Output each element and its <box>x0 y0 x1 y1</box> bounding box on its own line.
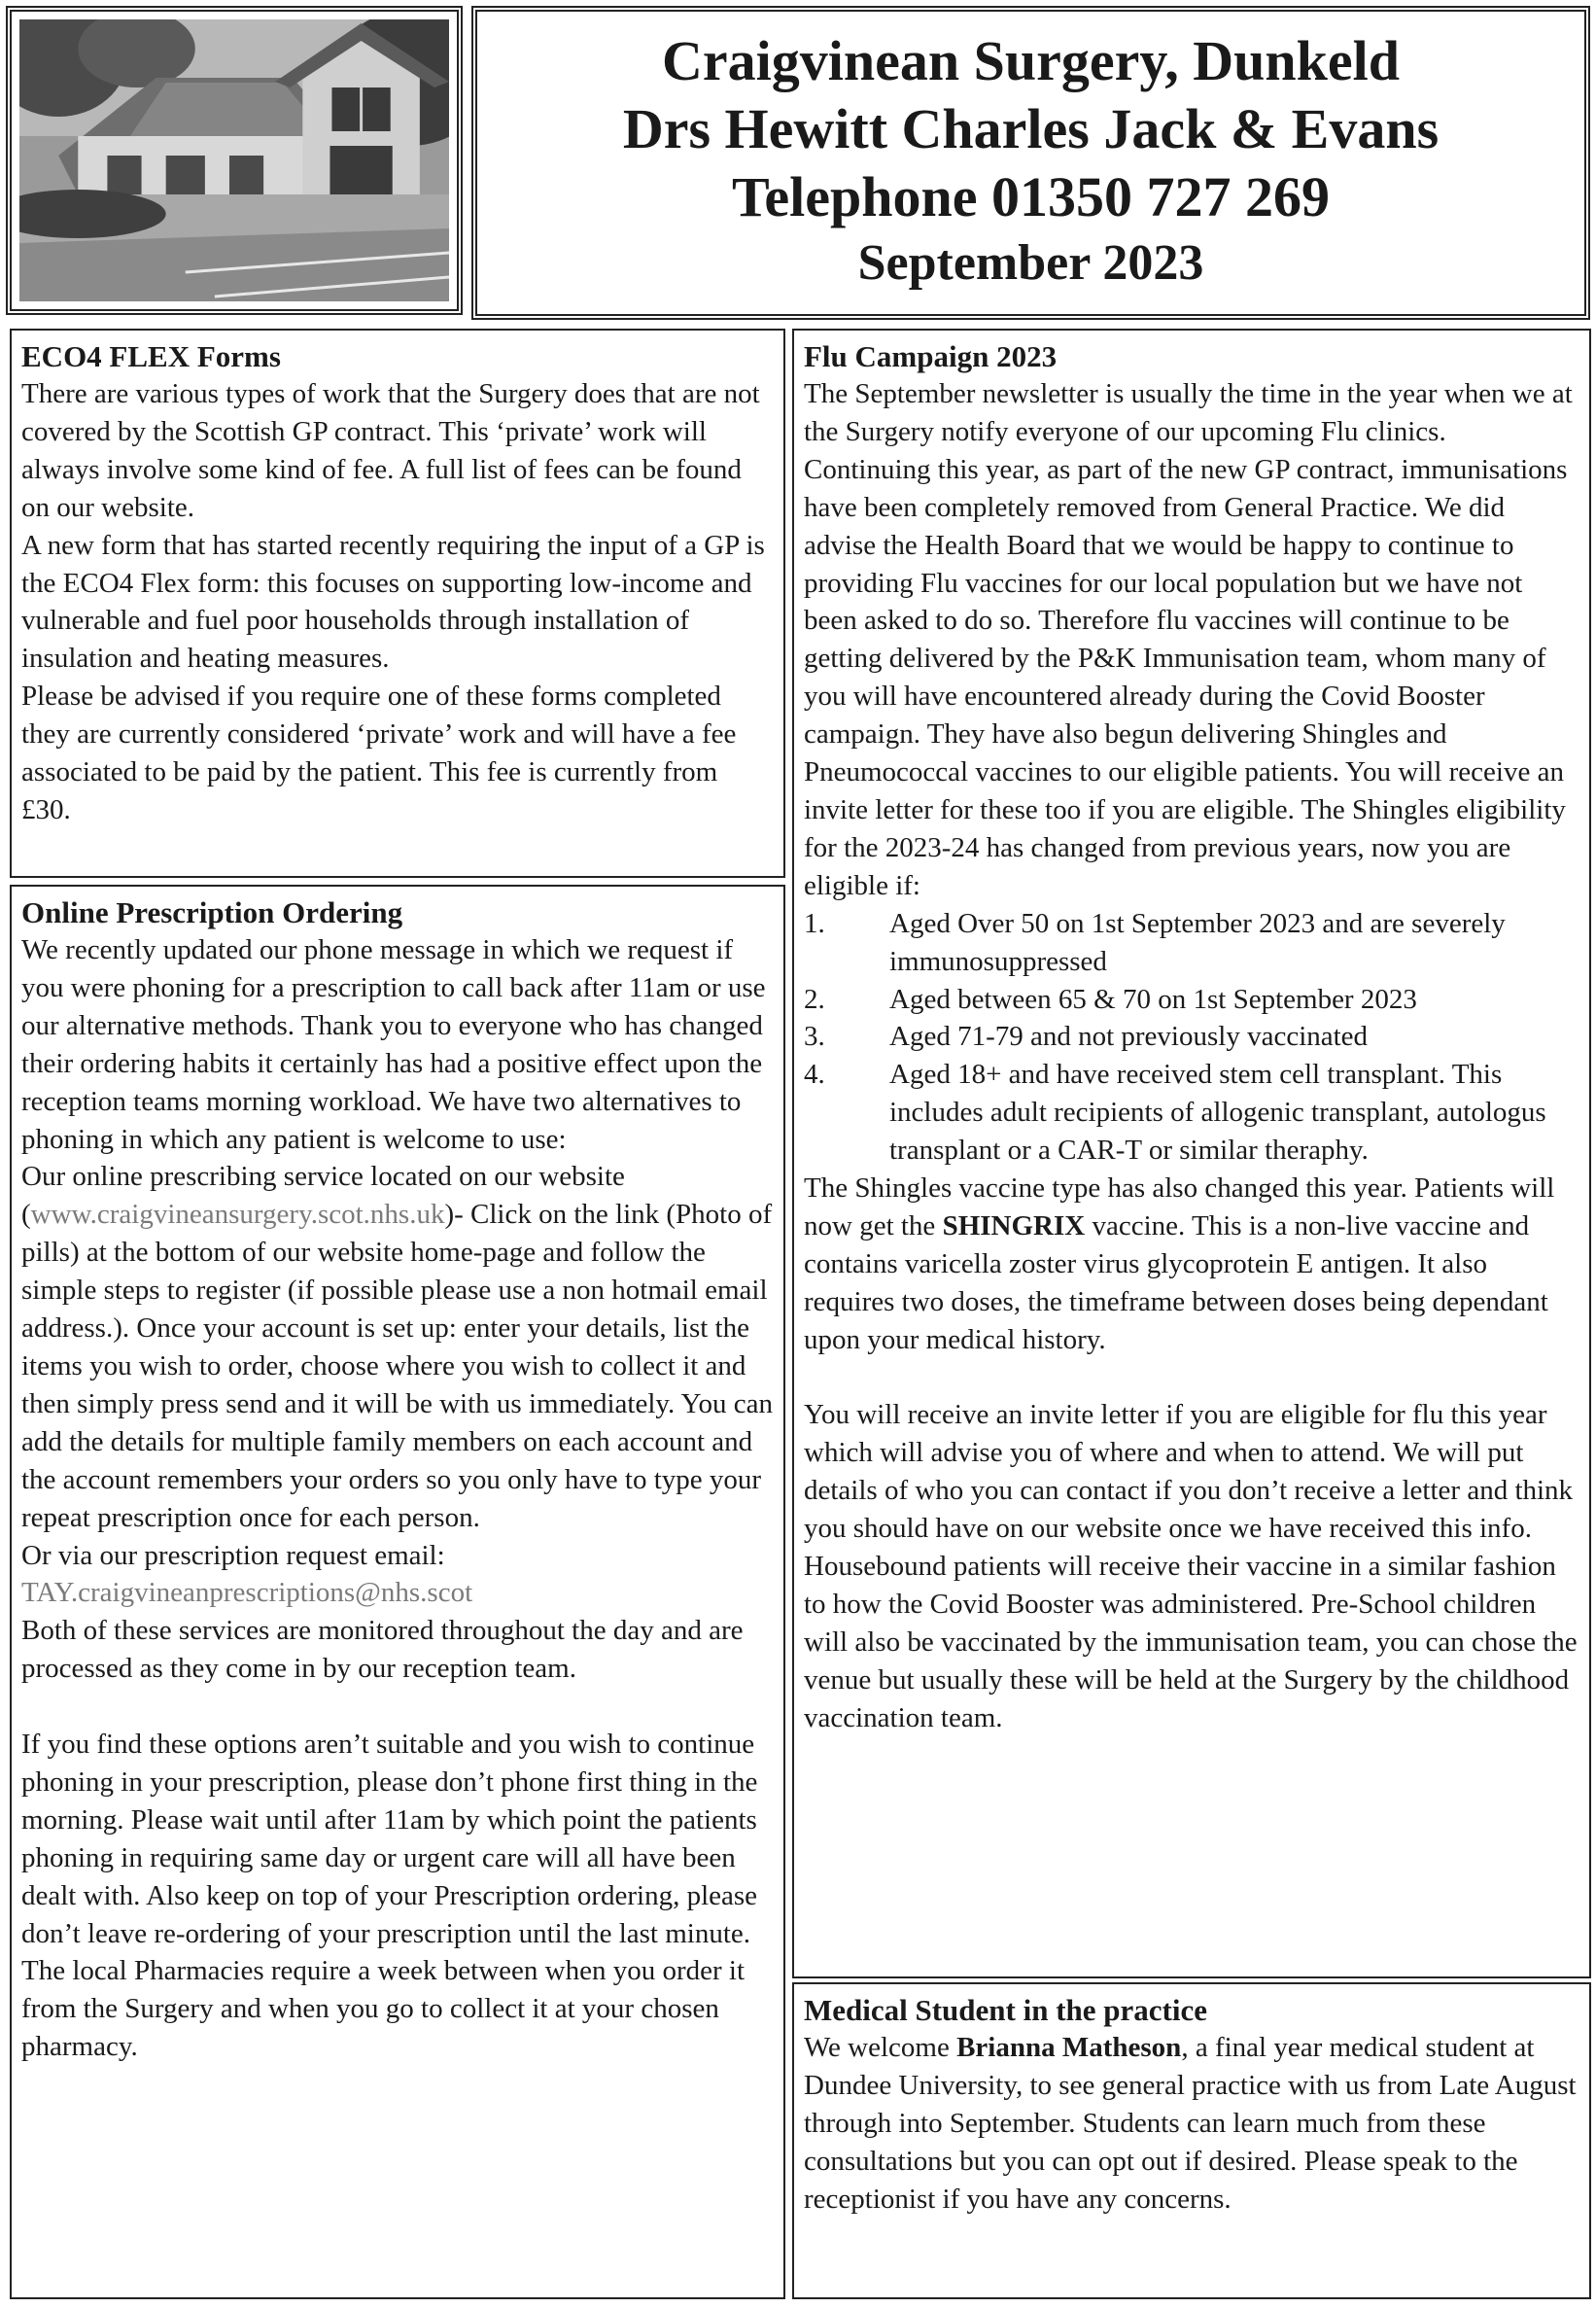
shingles-eligibility-list <box>804 905 1579 1170</box>
telephone-number: Telephone 01350 727 269 <box>732 165 1330 228</box>
article-paragraph: If you find these options aren’t suitable and you wish to continue phoning in your prescription, please don’t phone first thing in the morning. Please wait until after 11am by which point the patients phoning in requiring same day or urgent care will all have been dealt with. Also keep on top of your Prescription ordering, please don’t leave re-ordering of your prescription until the last minute. The local Pharmacies require a week between when you order it from the Surgery and when you go to collect it at your chosen pharmacy. <box>21 1729 758 2063</box>
list-item: 3. Aged 71-79 and not previously vaccinated <box>804 1021 1369 1053</box>
article-paragraph: We welcome Brianna Matheson, a final year medical student at Dundee University, to see general practice with us from Late August through into September. Students can learn much from these consultations but you can opt out if desired. Please speak to the receptionist if you have any concerns. <box>804 2032 1577 2215</box>
article-paragraph: Both of these services are monitored throughout the day and are processed as they come in by our reception team. <box>21 1615 744 1685</box>
article-paragraph: You will receive an invite letter if you are eligible for flu this year which will advise you of where and when to attend. We will put details of who you can contact if you don’t receive a letter and think you should have on our website once we have received this info. <box>804 1399 1574 1545</box>
issue-date: September 2023 <box>857 235 1204 291</box>
article-eco4-flex-forms <box>10 329 785 878</box>
article-title: Flu Campaign 2023 <box>804 339 1058 373</box>
article-paragraph: The Shingles vaccine type has also changed this year. Patients will now get the SHINGRIX vaccine. This is a non-live vaccine and contains varicella zoster virus glycoprotein E antigen. It also requires two doses, the timeframe between doses being dependant upon your medical history. <box>804 1172 1555 1355</box>
prescription-email-link[interactable]: TAY.craigvineanprescriptions@nhs.scot <box>21 1577 473 1609</box>
article-title: ECO4 FLEX Forms <box>21 339 281 373</box>
surgery-name: Craigvinean Surgery, Dunkeld <box>662 29 1400 92</box>
article-flu-campaign <box>792 329 1591 1978</box>
student-name: Brianna Matheson <box>956 2032 1182 2063</box>
list-item: 2. Aged between 65 & 70 on 1st September 2023 <box>804 983 1417 1015</box>
article-paragraph: We recently updated our phone message in which we request if you were phoning for a prescription to call back after 11am or use our alternative methods. Thank you to everyone who has changed their ordering habits it certainly has had a positive effect upon the reception teams morning workload. We have two alternatives to phoning in which any patient is welcome to use: <box>21 934 766 1155</box>
surgery-photo-frame <box>6 6 463 315</box>
article-online-prescription-ordering <box>10 885 785 2299</box>
vaccine-name: SHINGRIX <box>942 1209 1086 1241</box>
article-medical-student <box>792 1982 1591 2299</box>
article-paragraph: Housebound patients will receive their vaccine in a similar fashion to how the Covid Booster was administered. Pre-School children will also be vaccinated by the immunisation team, you can chose the venue but usually these will be held at the Surgery by the childhood vaccination team. <box>804 1551 1578 1733</box>
article-paragraph: Please be advised if you require one of these forms completed they are currently considered ‘private’ work and will have a fee associated to be paid by the patient. This fee is currently from £30. <box>21 681 737 825</box>
article-paragraph: There are various types of work that the Surgery does that are not covered by the Scottish GP contract. This ‘private’ work will always involve some kind of fee. A full list of fees can be found on our website. <box>21 378 760 523</box>
article-title: Medical Student in the practice <box>804 1993 1208 2027</box>
list-item: 4. Aged 18+ and have received stem cell transplant. This includes adult recipients of allogenic transplant, autologus transplant or a CAR-T or similar theraphy. <box>804 1059 1546 1167</box>
article-paragraph: A new form that has started recently requiring the input of a GP is the ECO4 Flex form: this focuses on supporting low-income and vulnerable and fuel poor households through installation of insulation and heating measures. <box>21 529 765 675</box>
doctors-names: Drs Hewitt Charles Jack & Evans <box>622 97 1440 160</box>
article-title: Online Prescription Ordering <box>21 895 403 929</box>
website-link[interactable]: www.craigvineansurgery.scot.nhs.uk <box>30 1199 445 1231</box>
surgery-building-photo <box>19 19 449 301</box>
list-item: 1. Aged Over 50 on 1st September 2023 and are severely immunosuppressed <box>804 907 1506 977</box>
article-paragraph: Or via our prescription request email: <box>21 1539 445 1571</box>
article-paragraph: Our online prescribing service located on our website (www.craigvineansurgery.scot.nhs.uk)- Click on the link (Photo of pills) at the bottom of our website home-page and follow the simple steps to register (if possible please use a non hotmail email address.). Once your account is set up: enter your details, list the items you wish to order, choose where you wish to collect it and then simply press send and it will be with us immediately. You can add the details for multiple family members on each account and the account remembers your orders so you only have to type your repeat prescription once for each person. <box>21 1161 773 1533</box>
article-paragraph: The September newsletter is usually the time in the year when we at the Surgery notify everyone of our upcoming Flu clinics. Continuing this year, as part of the new GP contract, immunisations have been completely removed from General Practice. We did advise the Health Board that we would be happy to continue to providing Flu vaccines for our local population but we have not been asked to do so. Therefore flu vaccines will continue to be getting delivered by the P&K Immunisation team, whom many of you will have encountered already during the Covid Booster campaign. They have also begun delivering Shingles and Pneumococcal vaccines to our eligible patients. You will receive an invite letter for these too if you are eligible. The Shingles eligibility for the 2023-24 has changed from previous years, now you are eligible if: <box>804 378 1573 901</box>
newsletter-header <box>471 6 1590 320</box>
